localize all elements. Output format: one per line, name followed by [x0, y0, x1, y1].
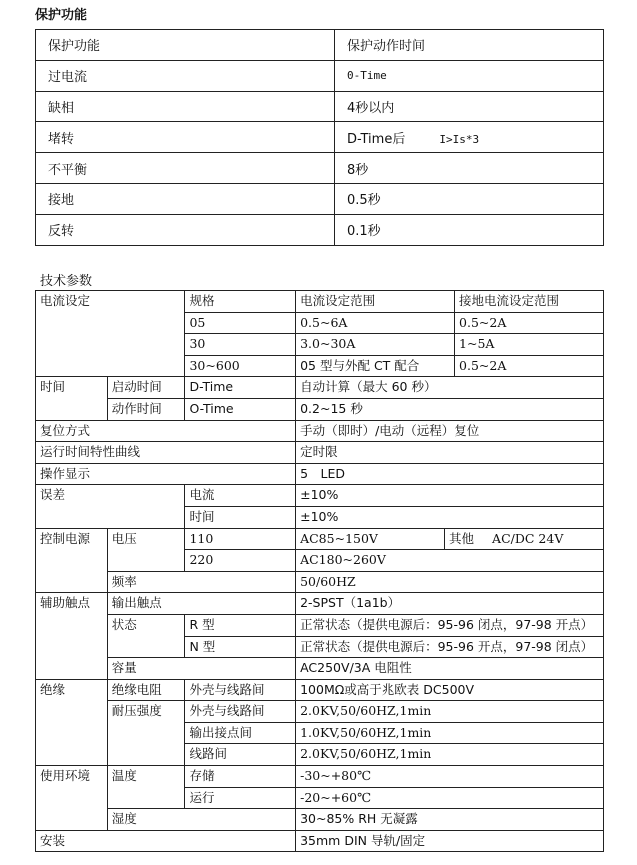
table-cell: R 型: [185, 614, 296, 636]
table-cell: 堵转: [36, 122, 335, 153]
table-row: [36, 614, 604, 636]
row-label: 控制电源: [36, 528, 108, 593]
row-label: 运行时间特性曲线: [36, 442, 296, 464]
table-cell: 定时限: [296, 442, 604, 464]
table-cell: 湿度: [107, 809, 295, 831]
table-cell: 外壳与线路间: [185, 701, 296, 723]
table-row: [36, 593, 604, 615]
table-cell: 05: [185, 312, 296, 334]
table-cell: AC180~260V: [296, 550, 604, 572]
table-cell: AC250V/3A 电阻性: [296, 658, 604, 680]
table-cell: 运行: [185, 787, 296, 809]
table-cell: 0.2~15 秒: [296, 398, 604, 420]
table-cell: 状态: [107, 614, 185, 657]
table-cell: 过电流: [36, 60, 335, 91]
table-cell: 反转: [36, 214, 335, 245]
table-cell: 电压: [107, 528, 185, 571]
table-cell: 时间: [185, 506, 296, 528]
table-cell: 30~600: [185, 355, 296, 377]
table-cell: 30: [185, 334, 296, 356]
table-header-cell: 保护动作时间: [335, 30, 604, 61]
table-cell: 0.1秒: [335, 214, 604, 245]
row-label: 复位方式: [36, 420, 296, 442]
table-cell: 2.0KV,50/60HZ,1min: [296, 701, 604, 723]
table-row: [36, 766, 604, 788]
table-row: [36, 830, 604, 852]
table-row: [36, 291, 604, 313]
table-cell: 接地: [36, 183, 335, 214]
table-cell: 启动时间: [107, 377, 185, 399]
protection-table: [35, 29, 604, 246]
row-label: 电流设定: [36, 291, 185, 377]
other-value: AC/DC 24V: [492, 530, 564, 546]
table-cell: 35mm DIN 导轨/固定: [296, 830, 604, 852]
table-row: [36, 420, 604, 442]
row-label: 绝缘: [36, 679, 108, 765]
table-cell: 缺相: [36, 91, 335, 122]
table-cell: 输出接点间: [185, 722, 296, 744]
table-cell: 0.5秒: [335, 183, 604, 214]
table-row: [36, 442, 604, 464]
table-row: [36, 463, 604, 485]
table-cell: 电流: [185, 485, 296, 507]
row-label: 操作显示: [36, 463, 296, 485]
table-cell: 4秒以内: [335, 91, 604, 122]
table-cell: 8秒: [335, 153, 604, 184]
table-cell: 0.5~6A: [296, 312, 455, 334]
table-cell: -30~+80℃: [296, 766, 604, 788]
table-header-cell: 保护功能: [36, 30, 335, 61]
condition-value: I>Is*3: [439, 132, 480, 146]
table-cell: 温度: [107, 766, 185, 809]
table-cell: 220: [185, 550, 296, 572]
table-cell: -20~+60℃: [296, 787, 604, 809]
table-row: [36, 571, 604, 593]
table-row: [36, 214, 604, 245]
table-cell: 2.0KV,50/60HZ,1min: [296, 744, 604, 766]
table-cell: 容量: [107, 658, 295, 680]
row-label: 误差: [36, 485, 185, 528]
table-header-cell: 规格: [185, 291, 296, 313]
table-row: [36, 30, 604, 61]
table-cell: ±10%: [296, 485, 604, 507]
table-cell: O-Time: [185, 398, 296, 420]
table-cell: ±10%: [296, 506, 604, 528]
row-label: 时间: [36, 377, 108, 420]
table-row: [36, 398, 604, 420]
time-value: D-Time后: [347, 131, 406, 147]
table-cell: 2-SPST（1a1b）: [296, 593, 604, 615]
table-cell: 动作时间: [107, 398, 185, 420]
table-cell: 手动（即时）/电动（远程）复位: [296, 420, 604, 442]
table-cell: 5 LED: [296, 463, 604, 485]
table-cell: [445, 528, 604, 550]
table-cell: [335, 122, 604, 153]
table-cell: 50/60HZ: [296, 571, 604, 593]
table-row: [36, 679, 604, 701]
table-row: [36, 485, 604, 507]
table-row: [36, 183, 604, 214]
table-header-cell: 电流设定范围: [296, 291, 455, 313]
table-cell: N 型: [185, 636, 296, 658]
table-row: [36, 153, 604, 184]
table-row: [36, 377, 604, 399]
tech-spec-table: [35, 290, 604, 852]
table-cell: D-Time: [185, 377, 296, 399]
table-cell: 30~85% RH 无凝露: [296, 809, 604, 831]
table-cell: 1~5A: [455, 334, 604, 356]
table-row: [36, 122, 604, 153]
table-row: [36, 701, 604, 723]
table-row: [36, 809, 604, 831]
table-row: [36, 528, 604, 550]
table-cell: 频率: [107, 571, 295, 593]
table-cell: 0.5~2A: [455, 312, 604, 334]
table-row: [36, 60, 604, 91]
table-cell: 3.0~30A: [296, 334, 455, 356]
table-cell: 耐压强度: [107, 701, 185, 766]
row-label: 辅助触点: [36, 593, 108, 679]
table-row: [36, 91, 604, 122]
table-cell: 输出触点: [107, 593, 295, 615]
tech-title: 技术参数: [40, 274, 93, 289]
protection-title: 保护功能: [35, 8, 88, 23]
row-label: 使用环境: [36, 766, 108, 831]
table-cell: 100MΩ或高于兆欧表 DC500V: [296, 679, 604, 701]
table-cell: 正常状态（提供电源后：95-96 开点，97-98 闭点）: [296, 636, 604, 658]
table-cell: 正常状态（提供电源后：95-96 闭点，97-98 开点）: [296, 614, 604, 636]
table-cell: 110: [185, 528, 296, 550]
table-cell: 存储: [185, 766, 296, 788]
table-cell: 线路间: [185, 744, 296, 766]
table-cell: 绝缘电阻: [107, 679, 185, 701]
table-cell: 不平衡: [36, 153, 335, 184]
table-cell: 0.5~2A: [455, 355, 604, 377]
table-header-cell: 接地电流设定范围: [455, 291, 604, 313]
table-cell: 05 型与外配 CT 配合: [296, 355, 455, 377]
table-cell: 自动计算（最大 60 秒）: [296, 377, 604, 399]
table-cell: AC85~150V: [296, 528, 445, 550]
other-label: 其他: [449, 530, 475, 546]
table-cell: 0-Time: [335, 60, 604, 91]
table-cell: 外壳与线路间: [185, 679, 296, 701]
table-cell: 1.0KV,50/60HZ,1min: [296, 722, 604, 744]
row-label: 安装: [36, 830, 296, 852]
table-row: [36, 658, 604, 680]
